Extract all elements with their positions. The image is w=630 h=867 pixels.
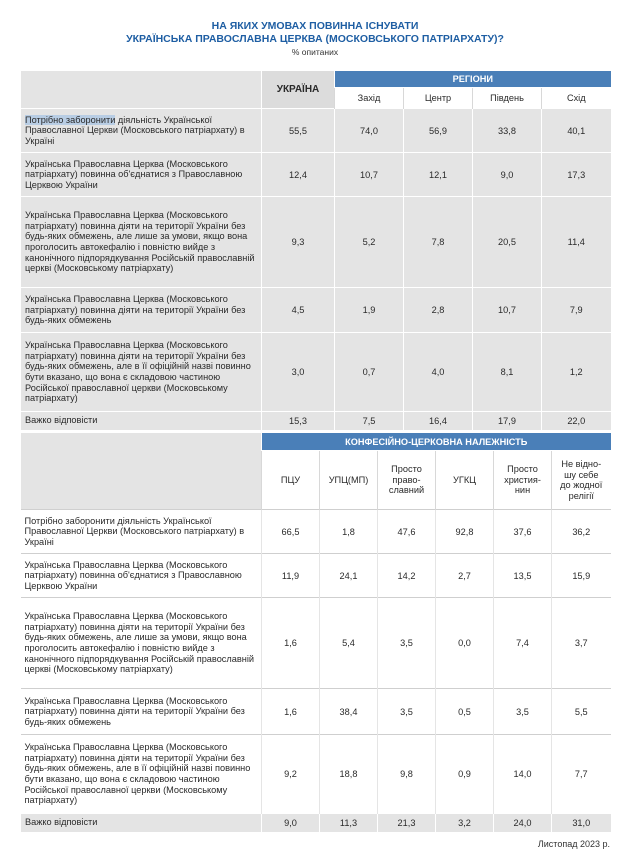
table-row [21, 689, 611, 735]
value-cell: 14,2 [378, 554, 436, 598]
table-row [21, 333, 611, 412]
value-cell: 12,1 [404, 153, 473, 197]
value-cell: 3,5 [494, 689, 552, 735]
value-cell: 1,2 [542, 333, 611, 412]
value-cell: 3,5 [378, 598, 436, 689]
header-region-center: Центр [404, 88, 473, 109]
value-cell: 24,0 [494, 814, 552, 832]
value-cell: 9,3 [262, 197, 335, 288]
row-label: Потрібно заборонити діяльність Української Православної Церкви (Московського патріархату) в Україні [21, 109, 262, 153]
value-cell: 0,7 [335, 333, 404, 412]
value-cell: 11,4 [542, 197, 611, 288]
value-cell: 17,9 [473, 412, 542, 430]
value-cell: 55,5 [262, 109, 335, 153]
value-cell: 66,5 [262, 510, 320, 554]
table-row [21, 510, 611, 554]
value-cell: 10,7 [473, 288, 542, 333]
header-col-upts-mp: УПЦ(МП) [320, 451, 378, 510]
table-row [21, 109, 611, 153]
row-label: Важко відповісти [21, 814, 262, 832]
value-cell: 1,8 [320, 510, 378, 554]
value-cell: 0,9 [436, 735, 494, 814]
value-cell: 0,5 [436, 689, 494, 735]
value-cell: 38,4 [320, 689, 378, 735]
value-cell: 21,3 [378, 814, 436, 832]
value-cell: 4,0 [404, 333, 473, 412]
value-cell: 40,1 [542, 109, 611, 153]
header-confession: КОНФЕСІЙНО-ЦЕРКОВНА НАЛЕЖНІСТЬ [262, 433, 611, 451]
header-blank [21, 433, 262, 510]
value-cell: 7,4 [494, 598, 552, 689]
value-cell: 3,7 [552, 598, 611, 689]
row-label: Українська Православна Церква (Московського патріархату) повинна діяти на території України без будь-яких обмежень [21, 288, 262, 333]
value-cell: 3,0 [262, 333, 335, 412]
value-cell: 22,0 [542, 412, 611, 430]
value-cell: 7,9 [542, 288, 611, 333]
header-region-south: Південь [473, 88, 542, 109]
table-row [21, 288, 611, 333]
confession-table [20, 432, 611, 832]
value-cell: 0,0 [436, 598, 494, 689]
value-cell: 9,0 [262, 814, 320, 832]
table-row [21, 735, 611, 814]
value-cell: 17,3 [542, 153, 611, 197]
row-label: Українська Православна Церква (Московського патріархату) повинна діяти на території України без будь-яких обмежень, але в її офіційній назві повинно бути вказано, що вона є складовою частиною Російської православної церкви (Московському патріархату) [21, 735, 262, 814]
value-cell: 1,6 [262, 689, 320, 735]
value-cell: 74,0 [335, 109, 404, 153]
value-cell: 15,3 [262, 412, 335, 430]
value-cell: 7,7 [552, 735, 611, 814]
value-cell: 11,9 [262, 554, 320, 598]
header-region-east: Схід [542, 88, 611, 109]
value-cell: 56,9 [404, 109, 473, 153]
header-col-ptsu: ПЦУ [262, 451, 320, 510]
table-row [21, 412, 611, 430]
value-cell: 5,4 [320, 598, 378, 689]
header-col-christian: Просто христия- нин [494, 451, 552, 510]
value-cell: 2,8 [404, 288, 473, 333]
value-cell: 24,1 [320, 554, 378, 598]
highlighted-text: Потрібно заборонити [25, 114, 116, 125]
value-cell: 15,9 [552, 554, 611, 598]
table-row [21, 814, 611, 832]
value-cell: 33,8 [473, 109, 542, 153]
value-cell: 31,0 [552, 814, 611, 832]
title-line-1: НА ЯКИХ УМОВАХ ПОВИННА ІСНУВАТИ [211, 20, 419, 32]
header-regions: РЕГІОНИ [335, 71, 611, 88]
row-label: Українська Православна Церква (Московського патріархату) повинна об'єднатися з Православною Церквою України [21, 554, 262, 598]
value-cell: 9,0 [473, 153, 542, 197]
header-region-west: Захід [335, 88, 404, 109]
table-row [21, 598, 611, 689]
regions-table [20, 70, 611, 430]
header-ukraine: УКРАЇНА [262, 71, 335, 109]
title-line-2: УКРАЇНСЬКА ПРАВОСЛАВНА ЦЕРКВА (МОСКОВСЬКОГО ПАТРІАРХАТУ)? [126, 33, 504, 45]
header-blank [21, 71, 262, 109]
row-label: Українська Православна Церква (Московського патріархату) повинна об'єднатися з Православною Церквою України [21, 153, 262, 197]
value-cell: 8,1 [473, 333, 542, 412]
table-row [21, 197, 611, 288]
value-cell: 7,5 [335, 412, 404, 430]
value-cell: 14,0 [494, 735, 552, 814]
value-cell: 92,8 [436, 510, 494, 554]
value-cell: 11,3 [320, 814, 378, 832]
header-col-ugcc: УГКЦ [436, 451, 494, 510]
value-cell: 36,2 [552, 510, 611, 554]
row-label: Українська Православна Церква (Московського патріархату) повинна діяти на території України без будь-яких обмежень [21, 689, 262, 735]
value-cell: 16,4 [404, 412, 473, 430]
footnote-date: Листопад 2023 р. [537, 839, 610, 849]
value-cell: 3,2 [436, 814, 494, 832]
value-cell: 7,8 [404, 197, 473, 288]
header-col-no-religion: Не відно- шу себе до жодної релігії [552, 451, 611, 510]
value-cell: 1,6 [262, 598, 320, 689]
row-label: Українська Православна Церква (Московського патріархату) повинна діяти на території України без будь-яких обмежень, але лише за умови, якщо вона проголосить автокефалію і повністю вийде з канонічного підпорядкування Російській православній церкві (Московському патріархату) [21, 197, 262, 288]
row-label: Важко відповісти [21, 412, 262, 430]
value-cell: 9,8 [378, 735, 436, 814]
value-cell: 5,2 [335, 197, 404, 288]
value-cell: 5,5 [552, 689, 611, 735]
value-cell: 12,4 [262, 153, 335, 197]
table-row [21, 153, 611, 197]
subtitle: % опитаних [291, 47, 339, 57]
row-label: Українська Православна Церква (Московського патріархату) повинна діяти на території України без будь-яких обмежень, але в її офіційній назві повинно бути вказано, що вона є складовою частиною Російської православної церкви (Московському патріархату) [21, 333, 262, 412]
value-cell: 13,5 [494, 554, 552, 598]
value-cell: 37,6 [494, 510, 552, 554]
value-cell: 10,7 [335, 153, 404, 197]
table-row [21, 554, 611, 598]
value-cell: 9,2 [262, 735, 320, 814]
value-cell: 18,8 [320, 735, 378, 814]
header-col-orthodox: Просто право- славний [378, 451, 436, 510]
value-cell: 47,6 [378, 510, 436, 554]
value-cell: 2,7 [436, 554, 494, 598]
value-cell: 1,9 [335, 288, 404, 333]
value-cell: 20,5 [473, 197, 542, 288]
value-cell: 3,5 [378, 689, 436, 735]
row-label: Потрібно заборонити діяльність Української Православної Церкви (Московського патріархату) в Україні [21, 510, 262, 554]
value-cell: 4,5 [262, 288, 335, 333]
row-label: Українська Православна Церква (Московського патріархату) повинна діяти на території України без будь-яких обмежень, але лише за умови, якщо вона проголосить автокефалію і повністю вийде з канонічного підпорядкування Російській православній церкві (Московському патріархату) [21, 598, 262, 689]
